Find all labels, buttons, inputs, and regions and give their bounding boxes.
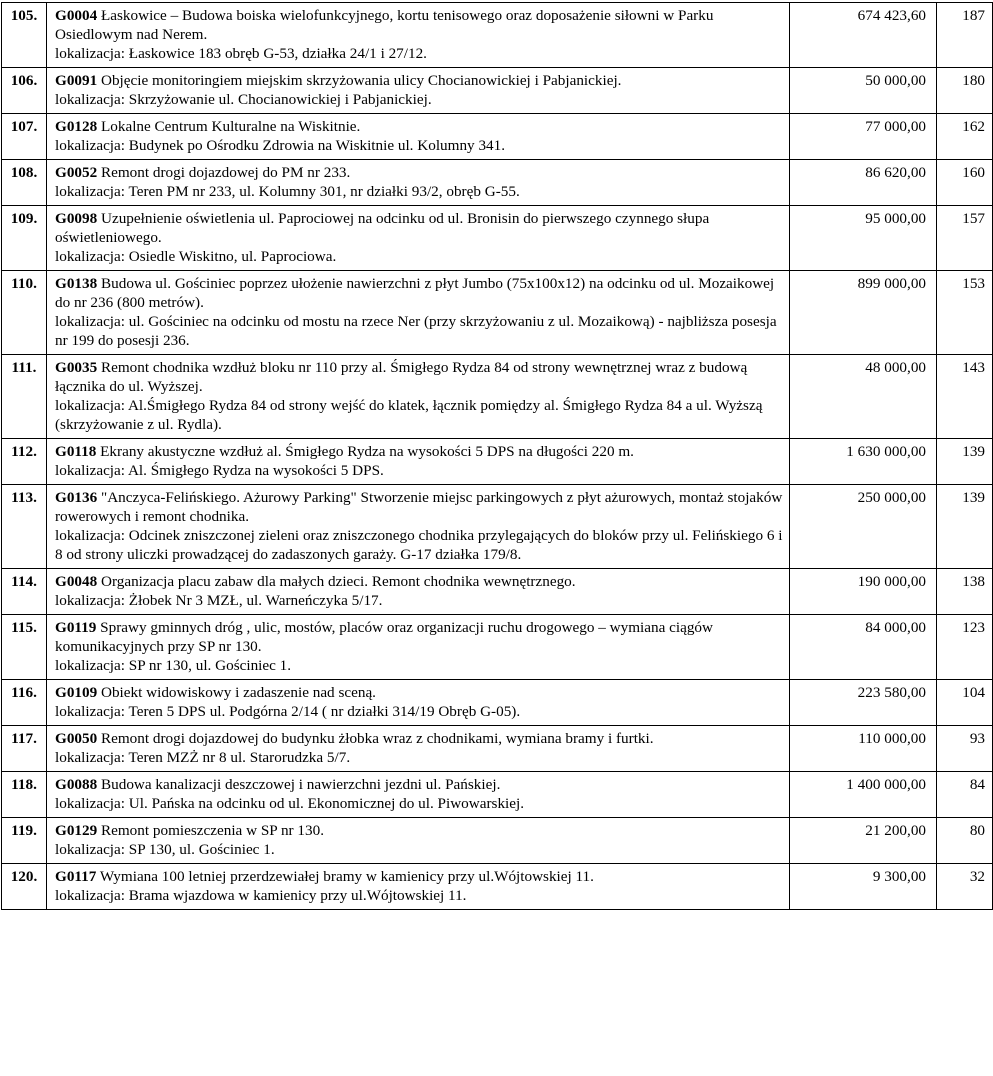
project-description [47, 864, 790, 910]
project-votes: 139 [937, 485, 993, 569]
project-description [47, 68, 790, 114]
project-title-line [55, 488, 783, 526]
project-code: G0050 [55, 730, 98, 747]
project-votes: 32 [937, 864, 993, 910]
project-votes: 104 [937, 680, 993, 726]
project-amount: 48 000,00 [790, 355, 937, 439]
row-number: 107. [2, 114, 47, 160]
project-code: G0035 [55, 359, 98, 376]
project-description [47, 726, 790, 772]
project-amount: 9 300,00 [790, 864, 937, 910]
row-number: 110. [2, 271, 47, 355]
project-title-line [55, 729, 783, 748]
project-location: lokalizacja: Al. Śmigłego Rydza na wysokości 5 DPS. [55, 462, 384, 479]
project-title: Sprawy gminnych dróg , ulic, mostów, placów oraz organizacji ruchu drogowego – wymiana ciągów komunikacyjnych przy SP nr 130. [55, 619, 713, 655]
project-code: G0136 [55, 489, 98, 506]
table-row [2, 3, 993, 68]
project-description [47, 160, 790, 206]
project-amount: 21 200,00 [790, 818, 937, 864]
project-title: Ekrany akustyczne wzdłuż al. Śmigłego Rydza na wysokości 5 DPS na długości 220 m. [100, 443, 634, 460]
row-number: 114. [2, 569, 47, 615]
project-location: lokalizacja: Brama wjazdowa w kamienicy przy ul.Wójtowskiej 11. [55, 887, 467, 904]
project-title-line [55, 867, 783, 886]
project-title: Wymiana 100 letniej przerdzewiałej bramy w kamienicy przy ul.Wójtowskiej 11. [99, 868, 594, 885]
project-amount: 899 000,00 [790, 271, 937, 355]
project-description [47, 569, 790, 615]
project-description [47, 114, 790, 160]
table-row [2, 160, 993, 206]
project-description [47, 271, 790, 355]
project-title-line [55, 821, 783, 840]
table-row [2, 680, 993, 726]
project-title: Remont pomieszczenia w SP nr 130. [101, 822, 324, 839]
project-amount: 190 000,00 [790, 569, 937, 615]
project-code: G0098 [55, 210, 98, 227]
project-code: G0004 [55, 7, 98, 24]
row-number: 118. [2, 772, 47, 818]
project-location: lokalizacja: ul. Gościniec na odcinku od mostu na rzece Ner (przy skrzyżowaniu z ul. Mozaikową) - najbliższa posesja nr 199 do posesji 236. [55, 313, 777, 349]
project-code: G0048 [55, 573, 98, 590]
project-amount: 50 000,00 [790, 68, 937, 114]
project-code: G0109 [55, 684, 98, 701]
project-votes: 187 [937, 3, 993, 68]
project-amount: 86 620,00 [790, 160, 937, 206]
project-title: "Anczyca-Felińskiego. Ażurowy Parking" Stworzenie miejsc parkingowych z płyt ażurowych, montaż stojaków rowerowych i remont chodnika. [55, 489, 783, 525]
projects-table-body [2, 3, 993, 910]
project-location: lokalizacja: Żłobek Nr 3 MZŁ, ul. Warneńczyka 5/17. [55, 592, 383, 609]
project-title: Uzupełnienie oświetlenia ul. Paprociowej na odcinku od ul. Bronisin do pierwszego czynnego słupa oświetleniowego. [55, 210, 710, 246]
project-amount: 77 000,00 [790, 114, 937, 160]
project-votes: 153 [937, 271, 993, 355]
row-number: 113. [2, 485, 47, 569]
project-amount: 110 000,00 [790, 726, 937, 772]
project-title: Remont drogi dojazdowej do budynku żłobka wraz z chodnikami, wymiana bramy i furtki. [101, 730, 654, 747]
row-number: 117. [2, 726, 47, 772]
project-code: G0118 [55, 443, 97, 460]
project-votes: 93 [937, 726, 993, 772]
project-votes: 180 [937, 68, 993, 114]
project-title-line [55, 775, 783, 794]
project-code: G0088 [55, 776, 98, 793]
project-location: lokalizacja: Skrzyżowanie ul. Chocianowickiej i Pabjanickiej. [55, 91, 432, 108]
project-votes: 139 [937, 439, 993, 485]
project-votes: 143 [937, 355, 993, 439]
project-title-line [55, 274, 783, 312]
table-row [2, 68, 993, 114]
project-title: Budowa kanalizacji deszczowej i nawierzchni jezdni ul. Pańskiej. [101, 776, 501, 793]
row-number: 115. [2, 615, 47, 680]
project-title: Remont drogi dojazdowej do PM nr 233. [101, 164, 351, 181]
project-title-line [55, 163, 783, 182]
project-votes: 123 [937, 615, 993, 680]
row-number: 106. [2, 68, 47, 114]
project-location: lokalizacja: Al.Śmigłego Rydza 84 od strony wejść do klatek, łącznik pomiędzy al. Śmigłego Rydza 84 a ul. Wyższą (skrzyżowanie z ul. Rydla). [55, 397, 763, 433]
row-number: 120. [2, 864, 47, 910]
table-row [2, 355, 993, 439]
table-row [2, 439, 993, 485]
project-title-line [55, 71, 783, 90]
table-row [2, 206, 993, 271]
project-amount: 674 423,60 [790, 3, 937, 68]
project-title-line [55, 117, 783, 136]
project-votes: 162 [937, 114, 993, 160]
project-title: Lokalne Centrum Kulturalne na Wiskitnie. [101, 118, 361, 135]
project-location: lokalizacja: Łaskowice 183 obręb G-53, działka 24/1 i 27/12. [55, 45, 427, 62]
project-code: G0052 [55, 164, 98, 181]
project-description [47, 3, 790, 68]
project-location: lokalizacja: SP nr 130, ul. Gościniec 1. [55, 657, 292, 674]
project-description [47, 485, 790, 569]
project-title: Obiekt widowiskowy i zadaszenie nad sceną. [101, 684, 376, 701]
table-row [2, 485, 993, 569]
project-title: Budowa ul. Gościniec poprzez ułożenie nawierzchni z płyt Jumbo (75x100x12) na odcinku od ul. Mozaikowej do nr 236 (800 metrów). [55, 275, 775, 311]
project-description [47, 355, 790, 439]
row-number: 116. [2, 680, 47, 726]
row-number: 112. [2, 439, 47, 485]
project-amount: 95 000,00 [790, 206, 937, 271]
project-location: lokalizacja: Ul. Pańska na odcinku od ul. Ekonomicznej do ul. Piwowarskiej. [55, 795, 525, 812]
project-title-line [55, 618, 783, 656]
table-row [2, 772, 993, 818]
project-description [47, 439, 790, 485]
project-code: G0091 [55, 72, 98, 89]
table-row [2, 726, 993, 772]
project-description [47, 772, 790, 818]
table-row [2, 569, 993, 615]
row-number: 111. [2, 355, 47, 439]
row-number: 108. [2, 160, 47, 206]
project-title-line [55, 209, 783, 247]
row-number: 105. [2, 3, 47, 68]
row-number: 119. [2, 818, 47, 864]
project-amount: 1 400 000,00 [790, 772, 937, 818]
project-description [47, 680, 790, 726]
project-code: G0129 [55, 822, 98, 839]
project-location: lokalizacja: Osiedle Wiskitno, ul. Paprociowa. [55, 248, 337, 265]
project-title: Remont chodnika wzdłuż bloku nr 110 przy al. Śmigłego Rydza 84 od strony wewnętrznej wraz z budową łącznika do ul. Wyższej. [55, 359, 748, 395]
project-title-line [55, 683, 783, 702]
projects-table [1, 2, 993, 910]
project-title-line [55, 572, 783, 591]
project-code: G0128 [55, 118, 98, 135]
table-row [2, 615, 993, 680]
project-location: lokalizacja: Teren MZŻ nr 8 ul. Starorudzka 5/7. [55, 749, 351, 766]
project-code: G0117 [55, 868, 97, 885]
project-amount: 223 580,00 [790, 680, 937, 726]
project-title-line [55, 6, 783, 44]
project-votes: 160 [937, 160, 993, 206]
project-location: lokalizacja: Odcinek zniszczonej zieleni oraz zniszczonego chodnika przylegających do bloków przy ul. Felińskiego 6 i 8 od strony uliczki prowadzącej do zadaszonych garaży. G-17 działka 179/8. [55, 527, 783, 563]
table-row [2, 864, 993, 910]
project-code: G0119 [55, 619, 97, 636]
project-code: G0138 [55, 275, 98, 292]
project-amount: 1 630 000,00 [790, 439, 937, 485]
project-title: Łaskowice – Budowa boiska wielofunkcyjnego, kortu tenisowego oraz doposażenie siłowni w Parku Osiedlowym nad Nerem. [55, 7, 714, 43]
project-title-line [55, 358, 783, 396]
project-votes: 84 [937, 772, 993, 818]
project-votes: 80 [937, 818, 993, 864]
row-number: 109. [2, 206, 47, 271]
project-title: Organizacja placu zabaw dla małych dzieci. Remont chodnika wewnętrznego. [101, 573, 576, 590]
project-amount: 84 000,00 [790, 615, 937, 680]
project-location: lokalizacja: Teren 5 DPS ul. Podgórna 2/14 ( nr działki 314/19 Obręb G-05). [55, 703, 521, 720]
table-row [2, 271, 993, 355]
project-description [47, 615, 790, 680]
project-votes: 157 [937, 206, 993, 271]
project-votes: 138 [937, 569, 993, 615]
project-description [47, 818, 790, 864]
project-location: lokalizacja: Budynek po Ośrodku Zdrowia na Wiskitnie ul. Kolumny 341. [55, 137, 506, 154]
project-amount: 250 000,00 [790, 485, 937, 569]
project-location: lokalizacja: SP 130, ul. Gościniec 1. [55, 841, 275, 858]
project-title: Objęcie monitoringiem miejskim skrzyżowania ulicy Chocianowickiej i Pabjanickiej. [101, 72, 622, 89]
table-row [2, 818, 993, 864]
table-row [2, 114, 993, 160]
project-description [47, 206, 790, 271]
project-title-line [55, 442, 783, 461]
project-location: lokalizacja: Teren PM nr 233, ul. Kolumny 301, nr działki 93/2, obręb G-55. [55, 183, 520, 200]
